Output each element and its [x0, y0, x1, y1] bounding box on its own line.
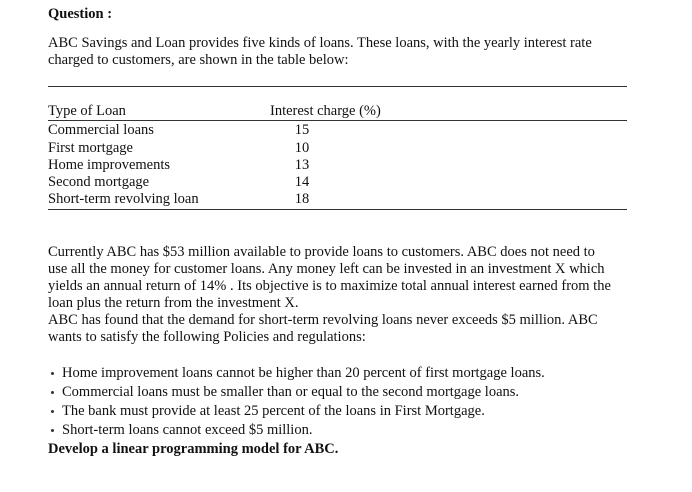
- policy-text: Commercial loans must be smaller than or equal to the second mortgage loans.: [62, 384, 520, 400]
- loan-type: First mortgage: [48, 140, 133, 156]
- header-type-of-loan: Type of Loan: [48, 103, 126, 119]
- bullet-icon: [51, 391, 54, 394]
- loan-type: Short-term revolving loan: [48, 191, 199, 207]
- intro-line-1: ABC Savings and Loan provides five kinds of loans. These loans, with the yearly interest rate: [48, 35, 592, 51]
- table-bottom-rule: [48, 209, 627, 210]
- loan-rate: 18: [294, 191, 310, 207]
- body-line-4: loan plus the return from the investment X.: [48, 295, 299, 311]
- policy-text: Home improvement loans cannot be higher than 20 percent of first mortgage loans.: [62, 365, 545, 381]
- policy-text: The bank must provide at least 25 percent of the loans in First Mortgage.: [62, 403, 485, 419]
- loan-type: Second mortgage: [48, 174, 150, 190]
- body-line-3: yields an annual return of 14% . Its objective is to maximize total annual interest earned from the: [48, 278, 611, 294]
- header-interest-charge: Interest charge (%): [270, 103, 381, 119]
- loan-rate: 14: [294, 174, 310, 190]
- question-heading: Question :: [48, 6, 113, 22]
- bullet-icon: [51, 410, 54, 413]
- body-line-6: wants to satisfy the following Policies and regulations:: [48, 329, 366, 345]
- loan-type: Commercial loans: [48, 122, 154, 138]
- loan-rate: 10: [294, 140, 310, 156]
- loan-rate: 15: [294, 122, 310, 138]
- intro-line-2: charged to customers, are shown in the table below:: [48, 52, 349, 68]
- policy-text: Short-term loans cannot exceed $5 million.: [62, 422, 313, 438]
- body-line-5: ABC has found that the demand for short-term revolving loans never exceeds $5 million. ABC: [48, 312, 598, 328]
- loan-rate: 13: [294, 157, 310, 173]
- body-line-1: Currently ABC has $53 million available to provide loans to customers. ABC does not need to: [48, 244, 595, 260]
- bullet-icon: [51, 429, 54, 432]
- body-line-2: use all the money for customer loans. Any money left can be invested in an investment X which: [48, 261, 605, 277]
- table-top-rule: [48, 86, 627, 87]
- table-header-rule: [48, 120, 627, 121]
- loan-type: Home improvements: [48, 157, 171, 173]
- closing-instruction: Develop a linear programming model for ABC.: [48, 441, 339, 457]
- bullet-icon: [51, 372, 54, 375]
